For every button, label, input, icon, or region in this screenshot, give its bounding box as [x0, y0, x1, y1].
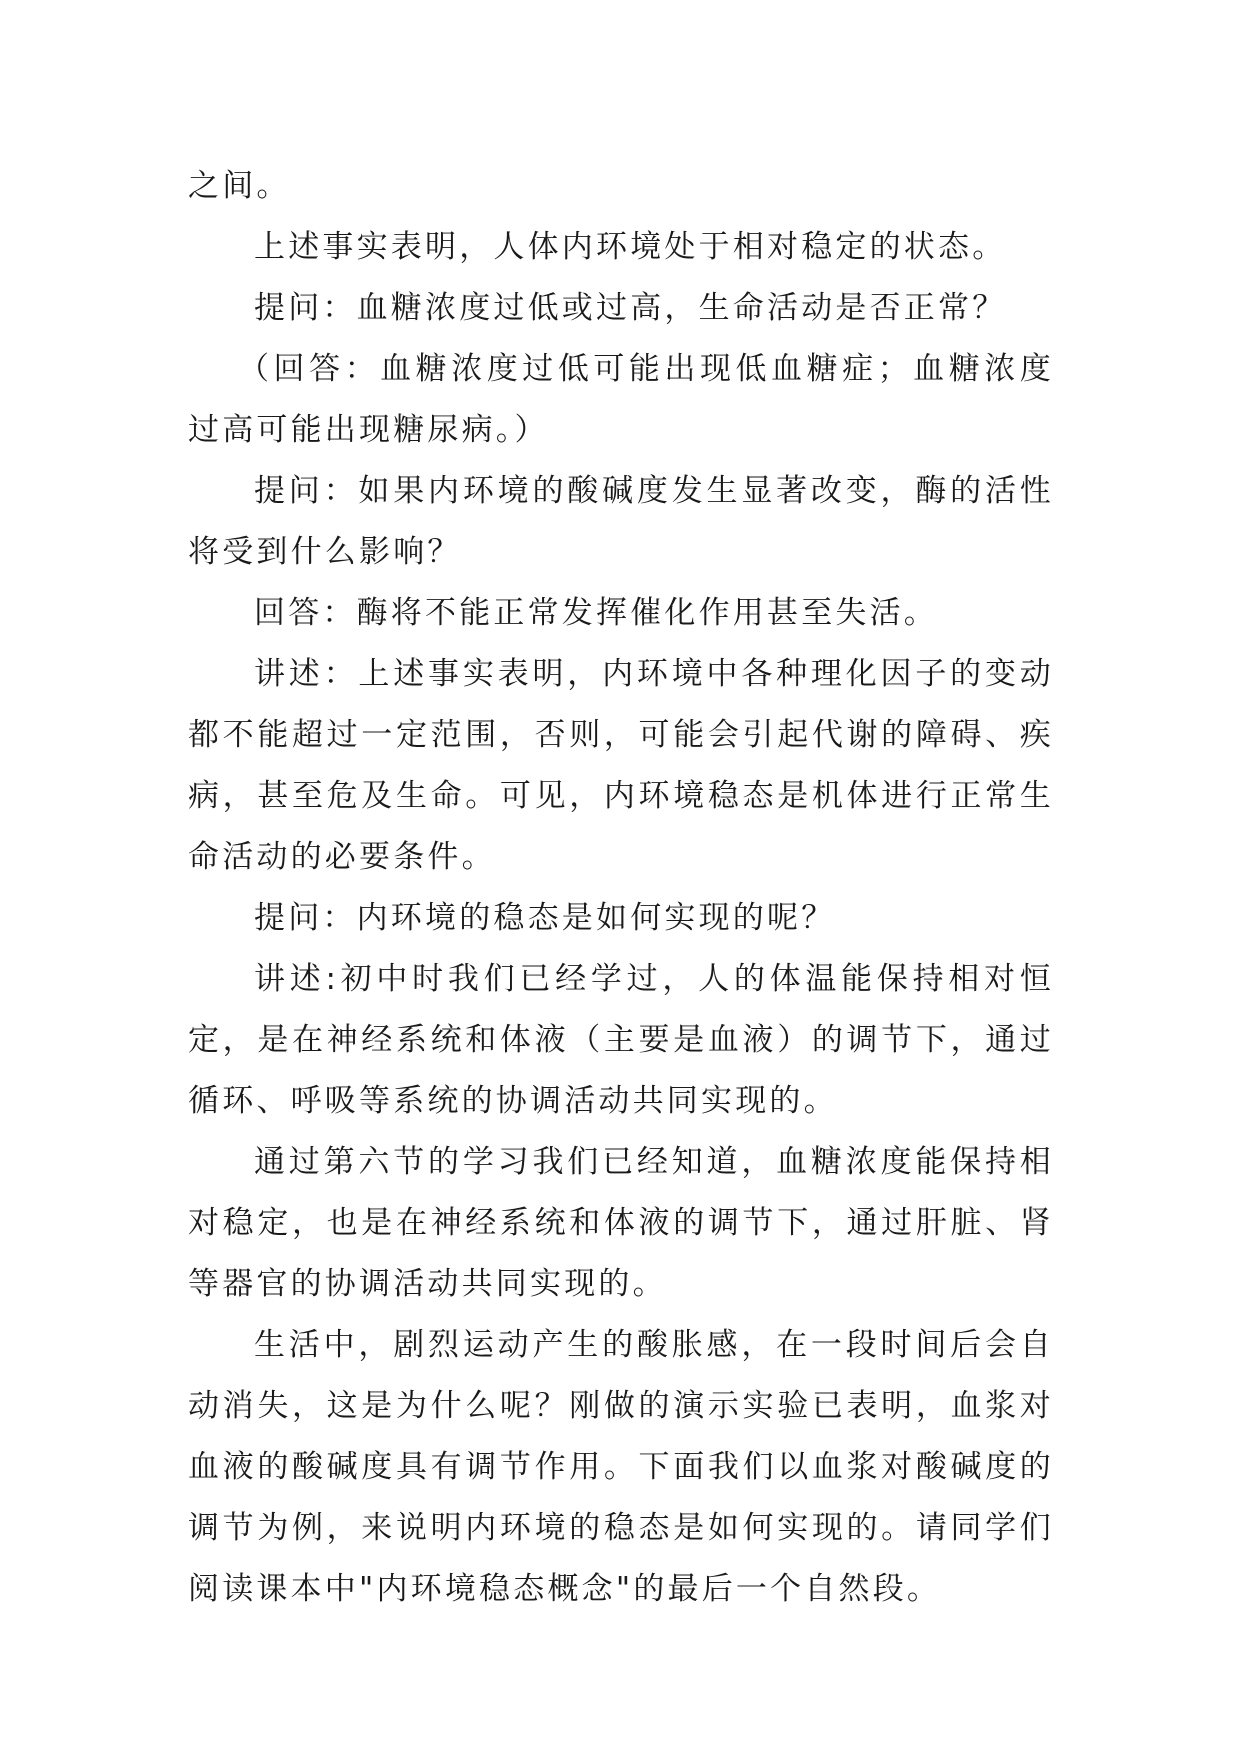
paragraph-answer-blood-sugar: （回答：血糖浓度过低可能出现低血糖症；血糖浓度过高可能出现糖尿病。） [188, 351, 1054, 448]
body-text [188, 156, 1054, 1620]
paragraph-continuation: 之间。 [188, 168, 291, 204]
paragraph-question-mechanism: 提问：内环境的稳态是如何实现的呢？ [254, 900, 836, 936]
paragraph-question-enzyme: 提问：如果内环境的酸碱度发生显著改变，酶的活性将受到什么影响？ [188, 473, 1054, 570]
paragraph-ph-regulation: 生活中，剧烈运动产生的酸胀感，在一段时间后会自动消失，这是为什么呢？刚做的演示实验已表明，血浆对血液的酸碱度具有调节作用。下面我们以血浆对酸碱度的调节为例，来说明内环境的稳态是如何实现的。请同学们阅读课本中"内环境稳态概念"的最后一个自然段。 [188, 1327, 1054, 1607]
paragraph-blood-sugar-regulation: 通过第六节的学习我们已经知道，血糖浓度能保持相对稳定，也是在神经系统和体液的调节下，通过肝脏、肾等器官的协调活动共同实现的。 [188, 1144, 1054, 1302]
paragraph-narration-temperature: 讲述:初中时我们已经学过，人的体温能保持相对恒定，是在神经系统和体液（主要是血液）的调节下，通过循环、呼吸等系统的协调活动共同实现的。 [188, 961, 1054, 1119]
paragraph-narration-homeostasis: 讲述：上述事实表明，内环境中各种理化因子的变动都不能超过一定范围，否则，可能会引起代谢的障碍、疾病，甚至危及生命。可见，内环境稳态是机体进行正常生命活动的必要条件。 [188, 656, 1054, 875]
paragraph-answer-enzyme: 回答：酶将不能正常发挥催化作用甚至失活。 [254, 595, 938, 631]
paragraph-stability-fact: 上述事实表明，人体内环境处于相对稳定的状态。 [254, 229, 1007, 265]
paragraph-question-blood-sugar: 提问：血糖浓度过低或过高，生命活动是否正常？ [254, 290, 1007, 326]
